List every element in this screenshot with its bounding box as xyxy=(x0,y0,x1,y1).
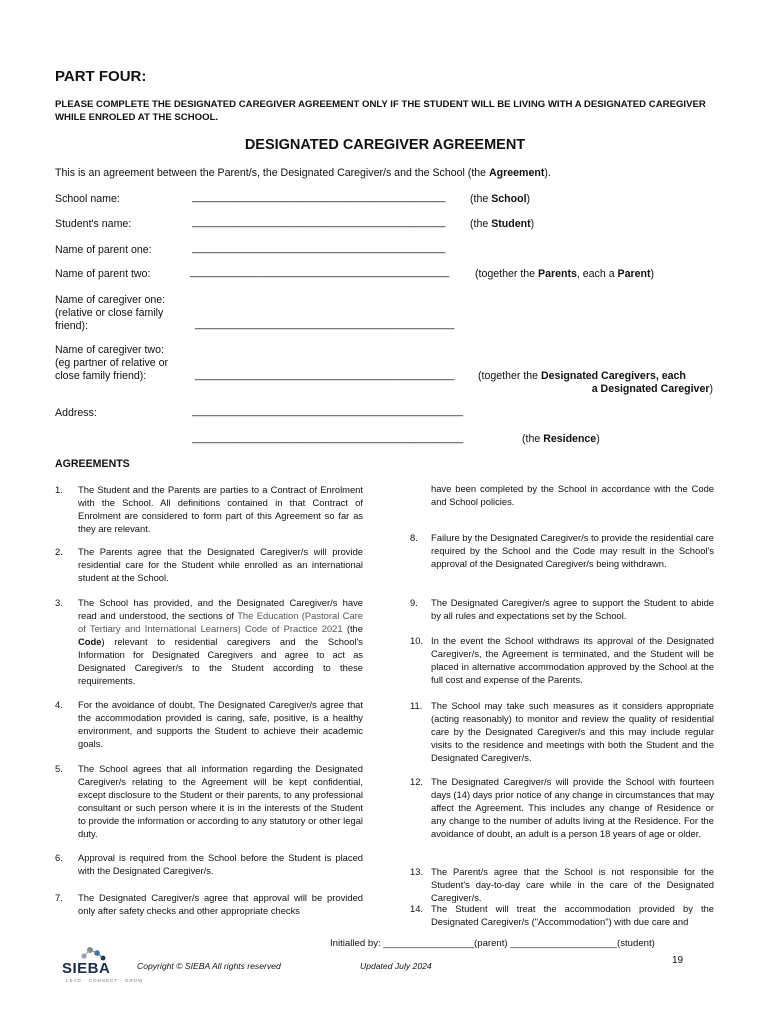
student-name-label: Student's name: xyxy=(55,218,132,230)
parents-suffix xyxy=(475,268,654,280)
agreement-text-mid: (the xyxy=(342,623,363,634)
address-field-line2[interactable]: ______________________________________________ xyxy=(192,432,464,444)
copyright-text: Copyright © SIEBA All rights reserved xyxy=(137,961,281,971)
caregivers-suffix-pre: (together the xyxy=(478,370,542,382)
agreement-text xyxy=(78,596,363,687)
agreement-text: For the avoidance of doubt, The Designated Caregiver/s agree that the accommodation provided is caring, safe, positive, is a healthy environment, and supports the Student to achieve their academic goals. xyxy=(78,699,363,749)
instruction-text: PLEASE COMPLETE THE DESIGNATED CAREGIVER AGREEMENT ONLY IF THE STUDENT WILL BE LIVING WITH A DESIGNATED CAREGIVER WHILE ENROLED AT THE SCHOOL. xyxy=(55,99,706,123)
agreement-text: The School may take such measures as it considers appropriate (acting reasonably) to monitor and review the quality of residential care by the Designated Caregiver/s and this may include regular visits to the residence and meetings with both the Student and the Designated Caregiver/s. xyxy=(431,700,714,763)
school-name-field[interactable]: ___________________________________________ xyxy=(192,191,446,203)
caregivers-suffix xyxy=(478,370,713,396)
agreement-text: The Parent/s agree that the School is not responsible for the Student's day-to-day care while in the care of the Designated Caregiver/s. xyxy=(431,866,714,903)
residence-suffix-pre: (the xyxy=(522,433,544,445)
agreement-number: 2. xyxy=(55,546,63,557)
parent-one-label: Name of parent one: xyxy=(55,244,152,256)
agreement-text: The Designated Caregiver/s agree that approval will be provided only after safety checks and other appropriate checks xyxy=(78,892,363,916)
document-title: DESIGNATED CAREGIVER AGREEMENT xyxy=(244,137,526,153)
parent-two-label: Name of parent two: xyxy=(55,268,151,280)
agreement-number: 4. xyxy=(55,699,63,710)
residence-suffix-bold: Residence xyxy=(543,433,597,445)
initialled-by-line[interactable]: Initialled by: _________________(parent) ____________________(student) xyxy=(330,938,655,949)
parents-suffix-bold2: Parent xyxy=(617,268,651,280)
agreement-number: 9. xyxy=(410,597,418,608)
caregiver-two-label-line3: close family friend): xyxy=(55,370,147,382)
updated-date: Updated July 2024 xyxy=(360,961,432,971)
agreement-number: 7. xyxy=(55,892,63,903)
agreement-text: The Student and the Parents are parties to a Contract of Enrolment with the School. All definitions contained in that Contract of Enrolment are considered to form part of this Agreement so far as they are relevant. xyxy=(78,484,363,534)
agreement-number: 5. xyxy=(55,763,63,774)
school-suffix-post: ) xyxy=(526,193,531,205)
caregiver-two-label-line1: Name of caregiver two: xyxy=(55,344,164,356)
agreement-number: 14. xyxy=(410,903,424,914)
agreements-heading: AGREEMENTS xyxy=(55,458,130,470)
parents-suffix-bold1: Parents xyxy=(538,268,577,280)
agreement-text: Failure by the Designated Caregiver/s to provide the residential care required by the School and the Code may result in the School's approval of the Designated Caregiver/s being withdrawn. xyxy=(431,532,714,569)
agreement-text: The Parents agree that the Designated Caregiver/s will provide residential care for the Student while enrolled as an international student at the School. xyxy=(78,546,363,583)
agreement-text: The Designated Caregiver/s will provide the School with fourteen days (14) days prior notice of any change in circumstances that may affect the Agreement. This includes any change of Residence or any change to the number of adults living at the Residence. For the avoidance of doubt, an adult is a person 18 years of age or older. xyxy=(431,776,714,839)
student-suffix xyxy=(470,218,534,230)
agreement-text: In the event the School withdraws its approval of the Designated Caregiver/s, the Agreement is terminated, and the Student will be placed in alternative accommodation approved by the School at the full cost and expense of the Parents. xyxy=(431,635,714,685)
intro-pre: This is an agreement between the Parent/s, the Designated Caregiver/s and the School (the xyxy=(55,167,490,179)
page-number: 19 xyxy=(672,955,684,966)
student-suffix-pre: (the xyxy=(470,218,492,230)
agreement-text: The School agrees that all information regarding the Designated Caregiver/s relating to the Agreement will be kept confidential, except disclosure to the Student or their parents, to any professional consultant or such person where it is in the interests of the Student to provide the information or according to any statutory or other legal duty. xyxy=(78,763,363,839)
caregiver-two-label-line2: (eg partner of relative or xyxy=(55,357,169,369)
agreement-number: 1. xyxy=(55,484,63,495)
agreement-text: The Student will treat the accommodation provided by the Designated Caregiver/s ("Accommodation") with due care and xyxy=(431,903,714,927)
caregiver-one-field[interactable]: ____________________________________________ xyxy=(195,318,455,330)
parents-suffix-mid: , each a xyxy=(576,268,618,280)
code-bold: Code xyxy=(78,636,102,647)
agreement-number: 8. xyxy=(410,532,418,543)
agreement-number: 13. xyxy=(410,866,424,877)
student-suffix-bold: Student xyxy=(491,218,531,230)
residence-suffix-post: ) xyxy=(596,433,600,445)
caregivers-suffix-bold1: Designated Caregivers, each xyxy=(541,370,686,382)
address-label: Address: xyxy=(55,407,97,419)
caregiver-two-label xyxy=(55,344,168,383)
intro-text xyxy=(55,167,551,179)
agreement-text-post: ) relevant to residential caregivers and the School's Information for Designated Caregivers and agree to act as Designated Caregiver/s to the Student according to these requirements. xyxy=(78,636,363,686)
intro-bold: Agreement xyxy=(489,167,545,179)
agreement-number: 12. xyxy=(410,776,424,787)
address-field-line1[interactable]: ______________________________________________ xyxy=(192,405,464,417)
parent-two-field[interactable]: ____________________________________________ xyxy=(190,266,450,278)
caregiver-two-field[interactable]: ____________________________________________ xyxy=(195,369,455,381)
part-heading: PART FOUR: xyxy=(55,68,147,85)
caregiver-one-label-line1: Name of caregiver one: xyxy=(55,294,166,306)
student-name-field[interactable]: ___________________________________________ xyxy=(192,216,446,228)
caregivers-suffix-bold2: a Designated Caregiver xyxy=(591,383,710,395)
parents-suffix-post: ) xyxy=(650,268,655,280)
caregiver-one-label-line3: friend): xyxy=(55,320,88,332)
agreement-number: 11. xyxy=(410,700,423,711)
agreement-text: The Designated Caregiver/s agree to support the Student to abide by all rules and expectations set by the School. xyxy=(431,597,714,621)
agreement-number: 3. xyxy=(55,597,63,608)
agreement-number: 10. xyxy=(410,635,424,646)
agreement-text: Approval is required from the School before the Student is placed with the Designated Caregiver/s. xyxy=(78,852,363,876)
code-reference: The Education (Pastoral Care of Tertiary and International Learners) Code of Practice 2021 xyxy=(78,610,363,634)
student-suffix-post: ) xyxy=(530,218,535,230)
sieba-logo-text: SIEBA xyxy=(62,960,111,977)
caregivers-suffix-post: ) xyxy=(709,383,713,395)
intro-post: ). xyxy=(544,167,551,179)
school-suffix xyxy=(470,193,530,205)
caregiver-one-label xyxy=(55,294,165,333)
agreement-text: have been completed by the School in accordance with the Code and School policies. xyxy=(431,483,714,507)
residence-suffix xyxy=(522,433,600,445)
school-suffix-bold: School xyxy=(491,193,527,205)
caregiver-one-label-line2: (relative or close family xyxy=(55,307,164,319)
agreement-text-pre: The School has provided, and the Designated Caregiver/s have read and understood, the sections of xyxy=(78,597,363,621)
parent-one-field[interactable]: ___________________________________________ xyxy=(192,242,446,254)
school-name-label: School name: xyxy=(55,193,120,205)
parents-suffix-pre: (together the xyxy=(475,268,539,280)
agreement-number: 6. xyxy=(55,852,63,863)
school-suffix-pre: (the xyxy=(470,193,492,205)
sieba-logo-tagline: LEAD · CONNECT · GROW xyxy=(66,978,144,983)
